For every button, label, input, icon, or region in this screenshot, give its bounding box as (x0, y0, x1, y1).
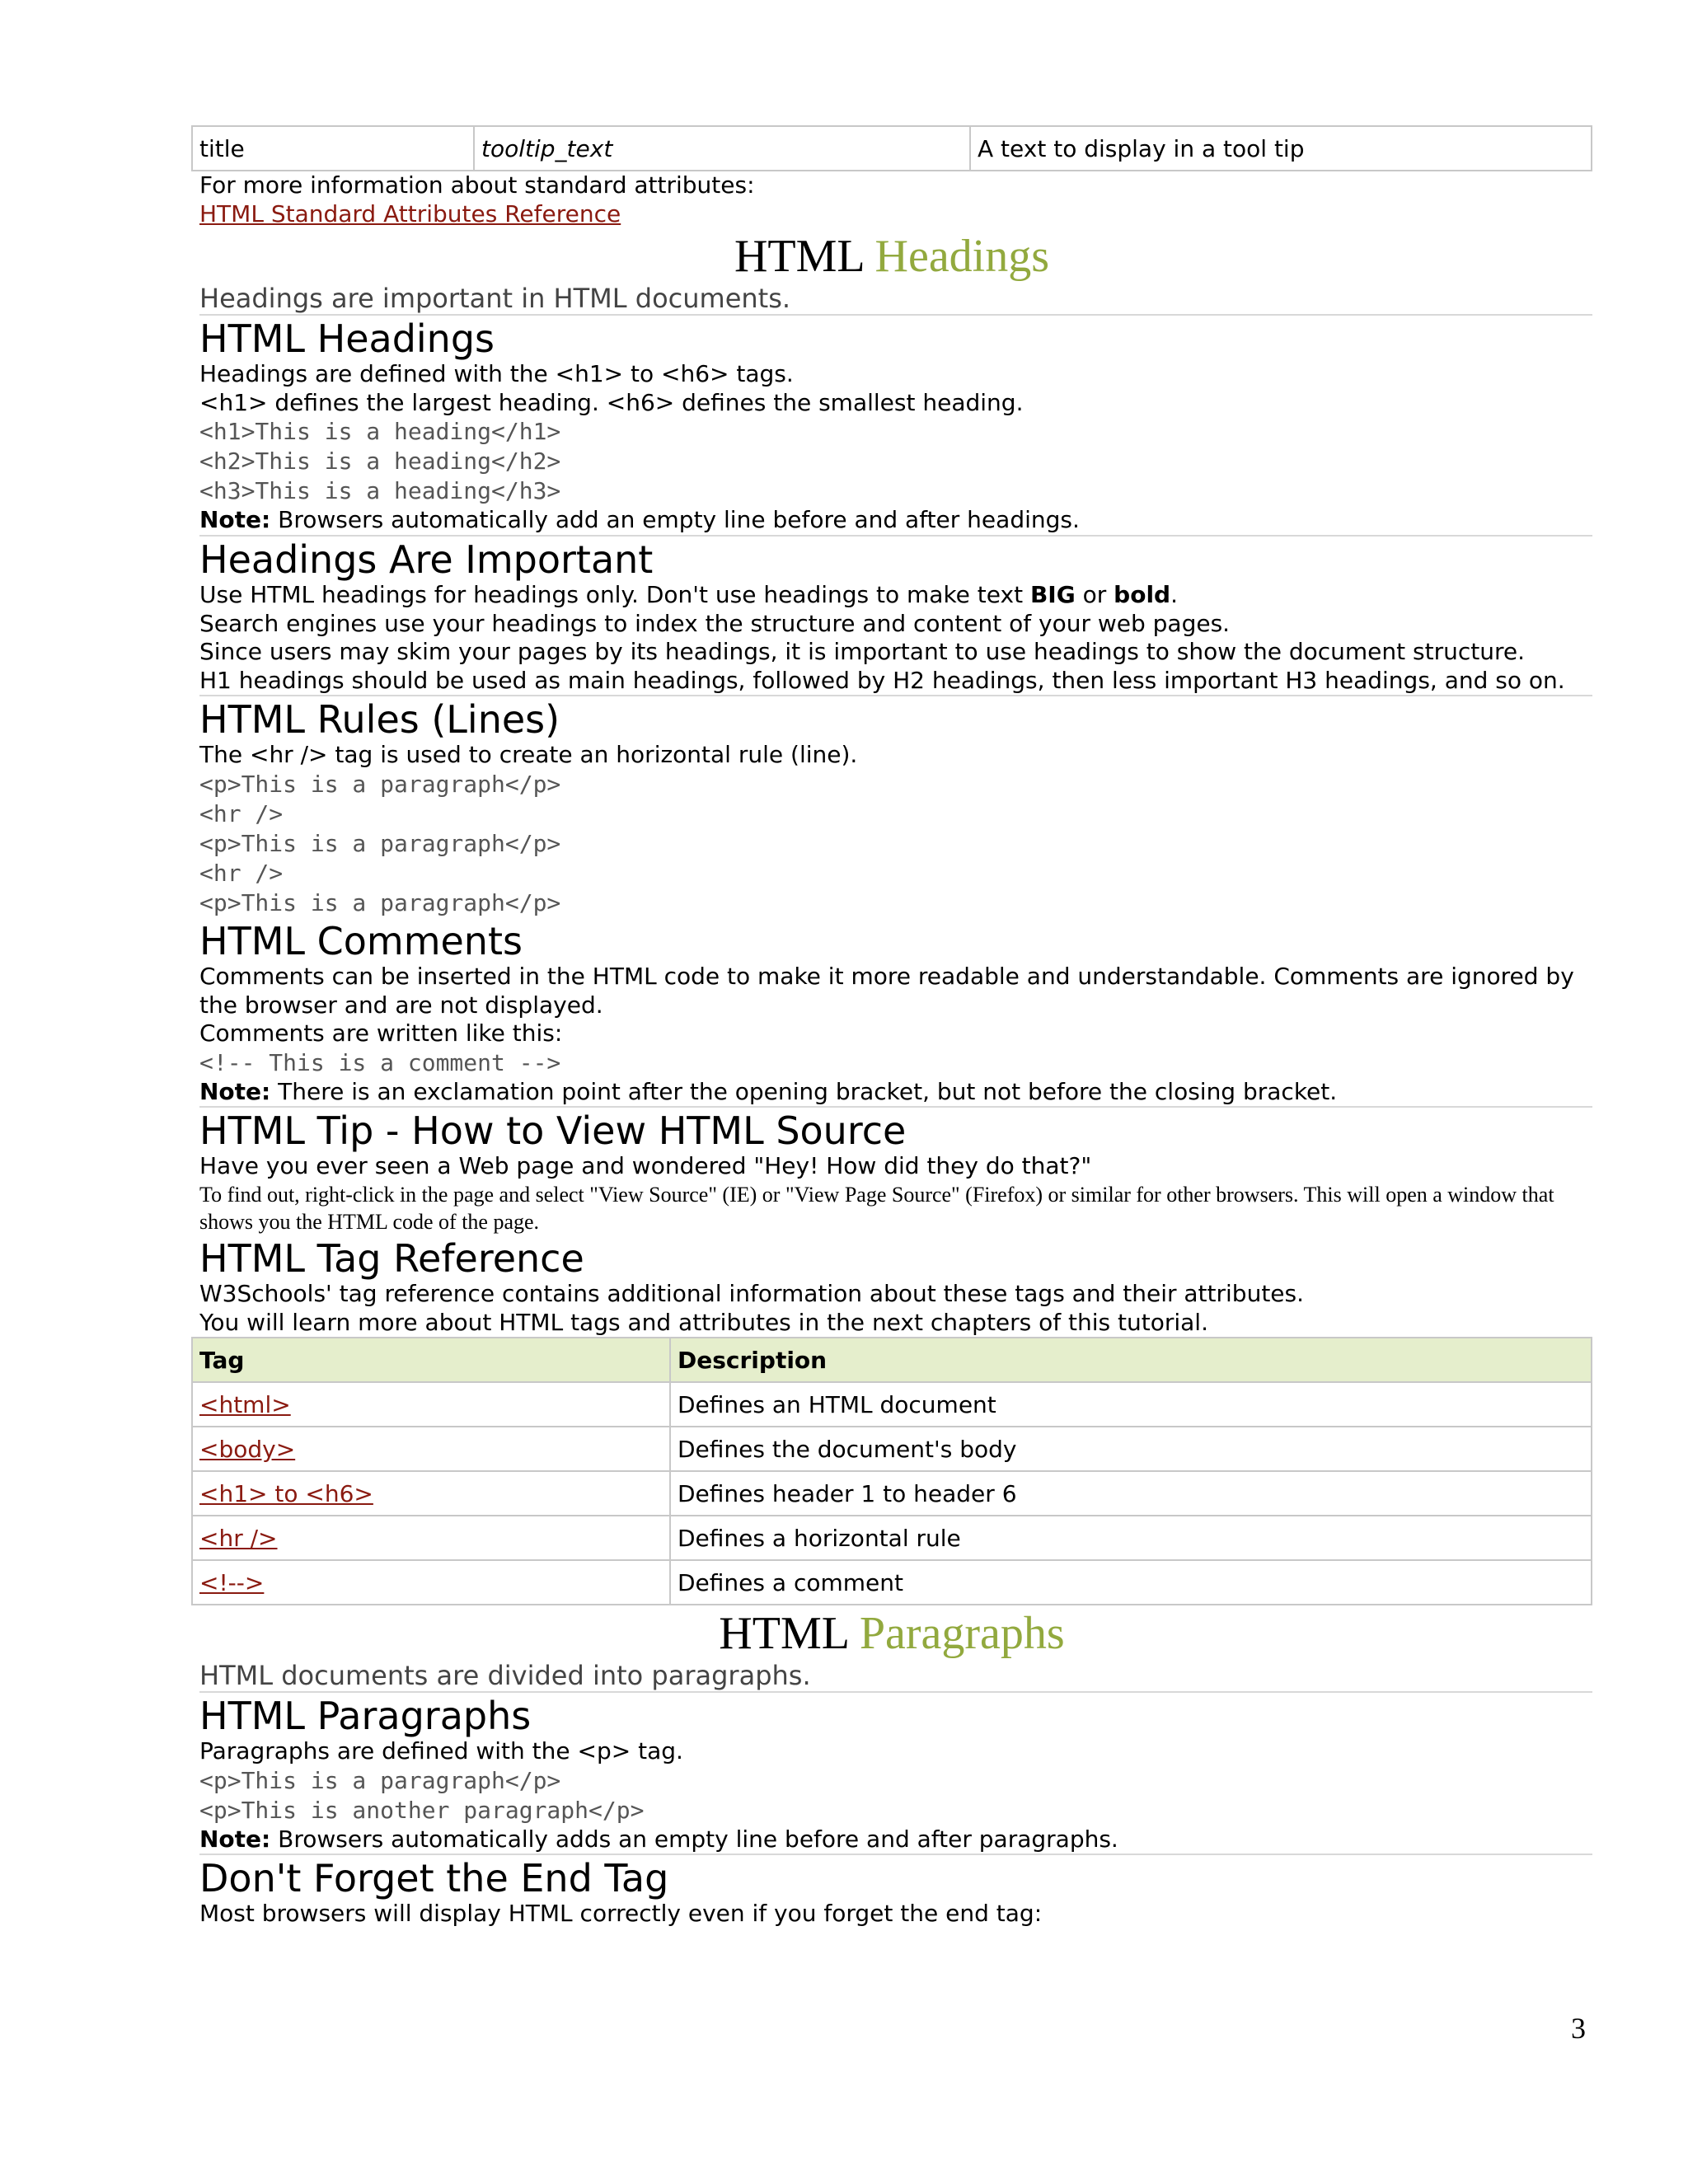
tag-link[interactable]: <h1> to <h6> (199, 1479, 373, 1507)
table-row (192, 1516, 1592, 1560)
table-cell: A text to display in a tool tip (970, 126, 1592, 171)
table-cell (192, 1471, 670, 1516)
section-title: HTML Headings (199, 316, 495, 362)
code-line: <p>This is a paragraph</p> (199, 829, 561, 857)
std-attr-block (191, 171, 1592, 228)
note-text: Browsers automatically adds an empty line before and after paragraphs. (270, 1825, 1118, 1853)
text-run-bold: BIG (1029, 580, 1076, 608)
text-run-bold: bold (1114, 580, 1171, 608)
table-cell (192, 1516, 670, 1560)
table-row (192, 1560, 1592, 1605)
table-cell (192, 1427, 670, 1471)
text-run: or (1075, 580, 1114, 608)
code-line: <hr /> (199, 859, 284, 887)
table-cell: Defines header 1 to header 6 (670, 1471, 1592, 1516)
code-line: <h3>This is a heading</h3> (199, 477, 561, 505)
std-attr-intro: For more information about standard attributes: (199, 171, 755, 199)
tag-link[interactable]: <!--> (199, 1568, 265, 1596)
tag-link[interactable]: <body> (199, 1435, 296, 1463)
tag-link[interactable]: <html> (199, 1390, 291, 1418)
paragraph (199, 581, 1592, 610)
paragraph: Have you ever seen a Web page and wondered "Hey! How did they do that?" (199, 1152, 1092, 1180)
chapter-title-headings (191, 230, 1592, 283)
section-title: HTML Paragraphs (199, 1694, 532, 1739)
divider (199, 695, 1592, 696)
chapter-title-paragraphs (191, 1607, 1592, 1660)
table-cell: title (192, 126, 474, 171)
page-number: 3 (1571, 2012, 1586, 2045)
code-line: <p>This is another paragraph</p> (199, 1796, 645, 1824)
divider (199, 314, 1592, 316)
table-cell: Defines a horizontal rule (670, 1516, 1592, 1560)
code-line: <hr /> (199, 799, 284, 827)
note-label: Note: (199, 1825, 271, 1853)
note-label: Note: (199, 1077, 271, 1105)
column-header: Description (670, 1338, 1592, 1382)
code-line: <h1>This is a heading</h1> (199, 418, 561, 446)
chapter-title-accent: Paragraphs (859, 1608, 1065, 1660)
paragraph: The <hr /> tag is used to create an horizontal rule (line). (199, 741, 858, 769)
code-line: <p>This is a paragraph</p> (199, 1766, 561, 1794)
chapter-lead: HTML documents are divided into paragraphs. (199, 1660, 811, 1692)
divider (199, 1854, 1592, 1855)
paragraph: Search engines use your headings to index the structure and content of your web pages. (199, 609, 1231, 637)
table-header-row (192, 1338, 1592, 1382)
table-cell: tooltip_text (474, 126, 970, 171)
chapter-lead: Headings are important in HTML documents. (199, 283, 791, 315)
code-line: <p>This is a paragraph</p> (199, 770, 561, 798)
table-row (192, 1382, 1592, 1427)
table-row (192, 1427, 1592, 1471)
paragraph: <h1> defines the largest heading. <h6> defines the smallest heading. (199, 388, 1024, 416)
text-run: . (1170, 580, 1178, 608)
code-line: <!-- This is a comment --> (199, 1048, 561, 1076)
std-attr-link[interactable]: HTML Standard Attributes Reference (199, 199, 621, 227)
section-title: HTML Comments (199, 918, 523, 963)
note (199, 1825, 1592, 1854)
paragraph: Paragraphs are defined with the <p> tag. (199, 1737, 683, 1765)
tag-link[interactable]: <hr /> (199, 1524, 278, 1552)
table-cell: Defines the document's body (670, 1427, 1592, 1471)
table-row (192, 1471, 1592, 1516)
attribute-table (191, 125, 1592, 171)
note-text: Browsers automatically add an empty line before and after headings. (270, 506, 1080, 534)
paragraph: You will learn more about HTML tags and attributes in the next chapters of this tutorial. (199, 1308, 1208, 1336)
paragraph: W3Schools' tag reference contains additional information about these tags and their attributes. (199, 1279, 1305, 1307)
column-header: Tag (192, 1338, 670, 1382)
note-label: Note: (199, 506, 271, 534)
note (199, 1078, 1592, 1107)
divider (199, 1106, 1592, 1108)
section-title: HTML Tip - How to View HTML Source (199, 1108, 907, 1154)
chapter-title-part: HTML (719, 1608, 848, 1660)
note-text: There is an exclamation point after the opening bracket, but not before the closing bracket. (270, 1077, 1338, 1105)
paragraph: Since users may skim your pages by its headings, it is important to use headings to show the document structure. (199, 638, 1525, 666)
paragraph: Headings are defined with the <h1> to <h6> tags. (199, 360, 794, 388)
divider (199, 1691, 1592, 1693)
paragraphs-chapter (191, 1660, 1592, 1929)
table-cell: Defines an HTML document (670, 1382, 1592, 1427)
table-cell: Defines a comment (670, 1560, 1592, 1605)
paragraph: Comments are written like this: (199, 1019, 563, 1047)
section-title: Headings Are Important (199, 537, 654, 582)
section-title: HTML Rules (Lines) (199, 697, 560, 743)
note (199, 506, 1592, 535)
chapter-title-accent: Headings (874, 231, 1050, 283)
code-line: <p>This is a paragraph</p> (199, 888, 561, 916)
code-line: <h2>This is a heading</h2> (199, 448, 561, 476)
section-title: HTML Tag Reference (199, 1235, 584, 1281)
table-row (192, 126, 1592, 171)
table-cell (192, 1560, 670, 1605)
section-title: Don't Forget the End Tag (199, 1856, 669, 1901)
table-cell (192, 1382, 670, 1427)
chapter-title-part: HTML (734, 231, 864, 283)
content-column (191, 125, 1592, 1929)
paragraph: H1 headings should be used as main headings, followed by H2 headings, then less important H3 headings, and so on. (199, 666, 1565, 694)
paragraph: Most browsers will display HTML correctly even if you forget the end tag: (199, 1900, 1043, 1928)
paragraph: Comments can be inserted in the HTML code to make it more readable and understandable. Comments are ignored by the browser and are not displayed. (199, 962, 1574, 1019)
paragraph: To find out, right-click in the page and select "View Source" (IE) or "View Page Source" (Firefox) or similar for other browsers. This will open a window that shows you the HTML code of the page. (199, 1182, 1554, 1234)
text-run: Use HTML headings for headings only. Don't use headings to make text (199, 580, 1030, 608)
divider (199, 535, 1592, 537)
tag-reference-table (191, 1337, 1592, 1605)
headings-chapter (191, 283, 1592, 1337)
